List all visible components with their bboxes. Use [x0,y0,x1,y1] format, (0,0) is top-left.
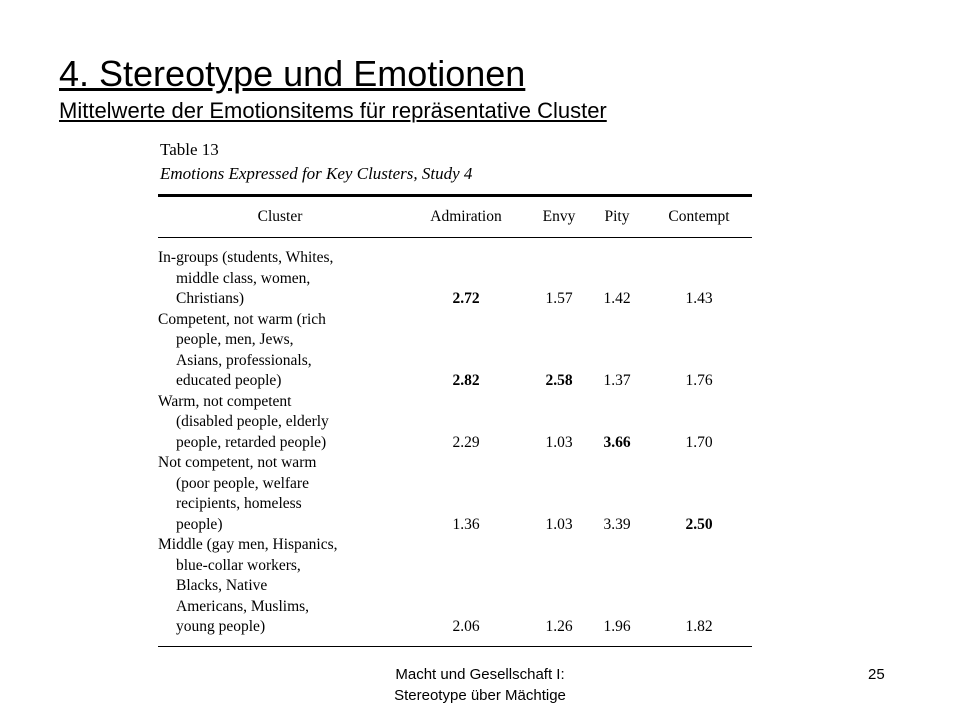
table-row [158,392,752,454]
admiration-value: 2.82 [452,372,480,389]
cluster-line: Christians) [176,290,245,307]
table-row [158,238,752,310]
cluster-line: Middle (gay men, Hispanics, [158,536,338,553]
cluster-line: Americans, Muslims, [176,597,310,615]
cluster-line: middle class, women, [176,269,311,287]
slide-subtitle: Mittelwerte der Emotionsitems für repräsentative Cluster [59,98,607,123]
table-header-row [158,197,752,237]
pity-value: 1.96 [603,618,631,635]
cluster-line: recipients, homeless [176,495,302,512]
page-number: 25 [868,666,885,683]
envy-value: 2.58 [545,372,573,389]
table-row [158,310,752,392]
cluster-line: Competent, not warm (rich [158,310,326,328]
contempt-value: 1.82 [685,618,713,635]
header-admiration: Admiration [430,208,502,225]
cluster-cell [158,238,402,310]
emotions-table [158,197,752,646]
pity-value: 1.42 [603,290,631,307]
header-cluster: Cluster [257,208,303,225]
cluster-cell [158,535,402,646]
header-pity: Pity [604,208,630,225]
admiration-value: 1.36 [452,515,480,533]
pity-value: 3.39 [603,515,631,533]
contempt-value: 1.43 [685,290,713,307]
contempt-value: 1.70 [685,433,713,451]
envy-value: 1.26 [545,618,573,635]
cluster-line: Not competent, not warm [158,454,317,471]
contempt-value: 1.76 [685,372,713,389]
pity-value: 1.37 [603,372,631,389]
table-row [158,453,752,535]
envy-value: 1.03 [545,515,573,533]
contempt-value: 2.50 [685,515,713,533]
table-row [158,535,752,646]
admiration-value: 2.29 [452,433,480,451]
footer-line-1: Macht und Gesellschaft I: [395,666,565,683]
cluster-line: blue-collar workers, [176,556,301,574]
cluster-line: educated people) [176,372,282,389]
envy-value: 1.57 [545,290,573,307]
envy-value: 1.03 [545,433,573,451]
slide-footer [340,664,620,706]
table-number: Table 13 [160,140,219,159]
table-bottom-rule [158,646,752,647]
table-caption: Emotions Expressed for Key Clusters, Study 4 [160,164,473,183]
cluster-line: young people) [176,618,266,635]
cluster-line: (poor people, welfare [176,474,309,492]
footer-line-2: Stereotype über Mächtige [394,687,566,704]
header-contempt: Contempt [668,208,730,225]
cluster-line: (disabled people, elderly [176,413,329,430]
admiration-value: 2.06 [452,618,480,635]
cluster-cell [158,310,402,392]
cluster-line: people) [176,515,223,533]
pity-value: 3.66 [603,433,631,451]
header-envy: Envy [542,208,576,225]
cluster-line: Blacks, Native [176,577,268,594]
cluster-cell [158,392,402,454]
cluster-cell [158,453,402,535]
slide-title: 4. Stereotype und Emotionen [59,53,526,94]
admiration-value: 2.72 [452,290,480,307]
cluster-line: people, men, Jews, [176,331,294,348]
table-figure [158,140,752,647]
cluster-line: Asians, professionals, [176,351,312,369]
cluster-line: In-groups (students, Whites, [158,249,334,266]
cluster-line: people, retarded people) [176,433,327,451]
cluster-line: Warm, not competent [158,392,292,410]
